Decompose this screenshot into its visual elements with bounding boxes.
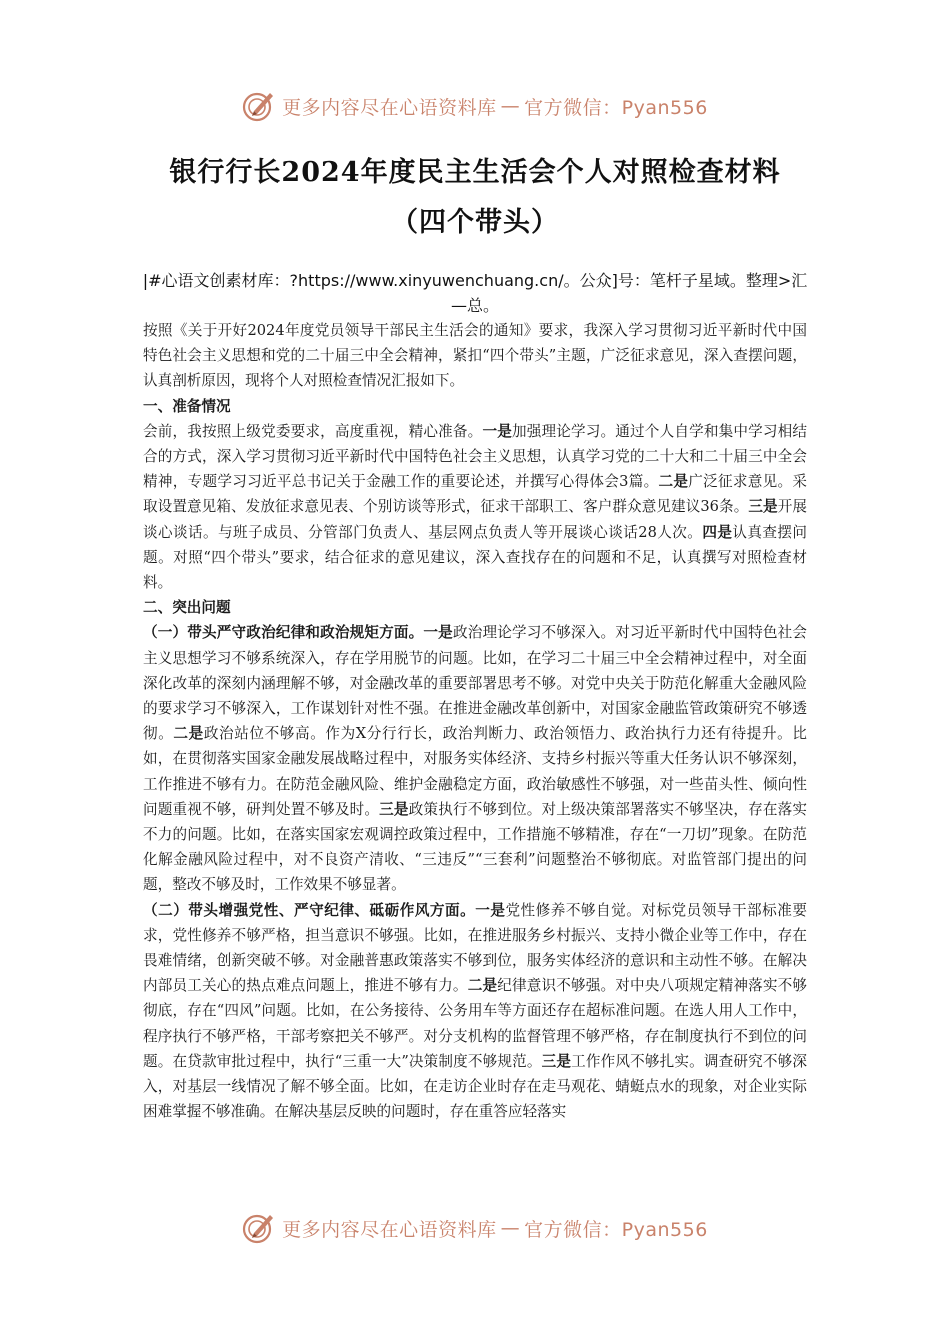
problems-paragraph-1: （一）带头严守政治纪律和政治规矩方面。一是政治理论学习不够深入。对习近平新时代中国特色社会主义思想学习不够系统深入，存在学用脱节的问题。比如，在学习二十届三中全会精神过程中，对全面深化改革的深刻内涵理解不够，对金融改革的重要部署思考不够。对党中央关于防范化解重大金融风险的要求学习不够深入，工作谋划针对性不强。在推进金融改革创新中，对国家金融监管政策研究不够透彻。二是政治站位不够高。作为X分行行长，政治判断力、政治领悟力、政治执行力还有待提升。比如，在贯彻落实国家金融发展战略过程中，对服务实体经济、支持乡村振兴等重大任务认识不够深刻，工作推进不够有力。在防范金融风险、维护金融稳定方面，政治敏感性不够强，对一些苗头性、倾向性问题重视不够，研判处置不够及时。三是政策执行不够到位。对上级决策部署落实不够坚决，存在落实不力的问题。比如，在落实国家宏观调控政策过程中，工作措施不够精准，存在“一刀切”现象。在防范化解金融风险过程中，对不良资产清收、“三违反”“三套利”问题整治不够彻底。对监管部门提出的问题，整改不够及时，工作效果不够显著。 xyxy=(143,624,807,894)
watermark-wechat: 官方微信：Pyan556 xyxy=(524,1218,708,1241)
source-line: |#心语文创素材库：?https://www.xinyuwenchuang.cn/。公众]号：笔杆子星域。整理>汇—总。 xyxy=(142,271,808,315)
section-heading-preparation: 一、准备情况 xyxy=(143,397,231,415)
watermark-separator: — xyxy=(500,95,521,117)
pen-circle-logo-icon xyxy=(242,89,276,123)
watermark-text: 更多内容尽在心语资料库 xyxy=(282,96,497,119)
document-subtitle: （四个带头） xyxy=(391,207,559,238)
problems-paragraph-2: （二）带头增强党性、严守纪律、砥砺作风方面。一是党性修养不够自觉。对标党员领导干部标准要求，党性修养不够严格，担当意识不够强。比如，在推进服务乡村振兴、支持小微企业等工作中，存在畏难情绪，创新突破不够。对金融普惠政策落实不够到位，服务实体经济的意识和主动性不够。在解决内部员工关心的热点难点问题上，推进不够有力。二是纪律意识不够强。对中央八项规定精神落实不够彻底，存在“四风”问题。比如，在公务接待、公务用车等方面还存在超标准问题。在选人用人工作中，程序执行不够严格，干部考察把关不够严。对分支机构的监督管理不够严格，存在制度执行不到位的问题。在贷款审批过程中，执行“三重一大”决策制度不够规范。三是工作作风不够扎实。调查研究不够深入，对基层一线情况了解不够全面。比如，在走访企业时存在走马观花、蜻蜓点水的现象，对企业实际困难掌握不够准确。在解决基层反映的问题时，存在重答应轻落实 xyxy=(143,901,807,1121)
watermark-text: 更多内容尽在心语资料库 xyxy=(282,1218,497,1241)
section-heading-problems: 二、突出问题 xyxy=(143,599,231,617)
document-body xyxy=(143,318,807,1125)
watermark-wechat: 官方微信：Pyan556 xyxy=(524,96,708,119)
document-title: 银行行长2024年度民主生活会个人对照检查材料 xyxy=(169,157,781,188)
watermark-footer xyxy=(0,1206,950,1250)
pen-circle-logo-icon xyxy=(242,1211,276,1245)
intro-paragraph: 按照《关于开好2024年度党员领导干部民主生活会的通知》要求，我深入学习贯彻习近平新时代中国特色社会主义思想和党的二十届三中全会精神，紧扣“四个带头”主题，广泛征求意见，深入查摆问题，认真剖析原因，现将个人对照检查情况汇报如下。 xyxy=(143,322,807,390)
watermark-separator: — xyxy=(500,1217,521,1239)
watermark-header xyxy=(0,84,950,128)
preparation-paragraph: 会前，我按照上级党委要求，高度重视，精心准备。一是加强理论学习。通过个人自学和集中学习相结合的方式，深入学习贯彻习近平新时代中国特色社会主义思想，认真学习党的二十大和二十届三中全会精神，专题学习习近平总书记关于金融工作的重要论述，并撰写心得体会3篇。二是广泛征求意见。采取设置意见箱、发放征求意见表、个别访谈等形式，征求干部职工、客户群众意见建议36条。三是开展谈心谈话。与班子成员、分管部门负责人、基层网点负责人等开展谈心谈话28人次。四是认真查摆问题。对照“四个带头”要求，结合征求的意见建议，深入查找存在的问题和不足，认真撰写对照检查材料。 xyxy=(143,422,807,592)
